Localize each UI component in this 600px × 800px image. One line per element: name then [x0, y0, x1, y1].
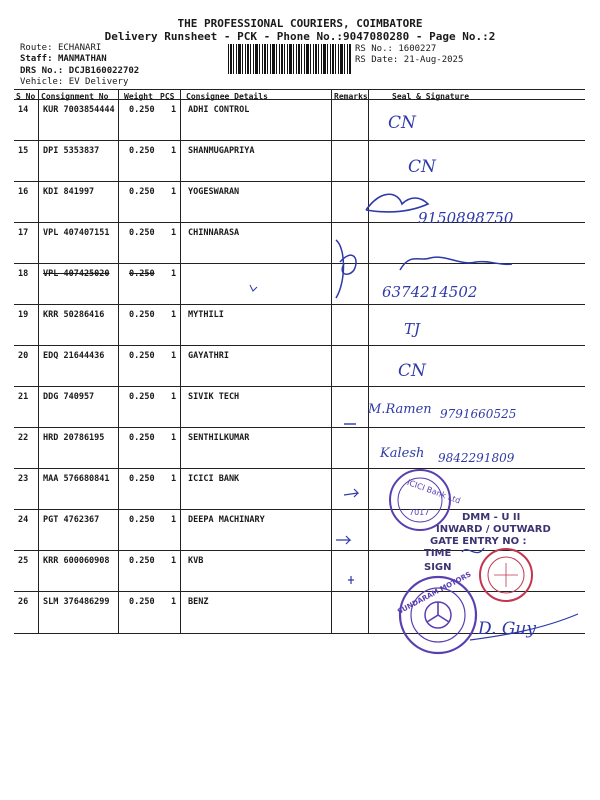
runsheet-subtitle: Delivery Runsheet - PCK - Phone No.:9047080280 - Page No.:2: [104, 30, 496, 43]
row-pcs: 1: [171, 187, 177, 197]
row-pcs: 1: [171, 433, 177, 443]
row-weight: 0.250: [129, 105, 155, 115]
row-pcs: 1: [171, 228, 177, 238]
row-consignment: KRR 600060908: [43, 556, 110, 566]
row-sno: 24: [18, 515, 29, 525]
row-pcs: 1: [171, 146, 177, 156]
row-consignment: EDQ 21644436: [43, 351, 105, 361]
svg-text:SIGN: SIGN: [424, 562, 452, 573]
row-pcs: 1: [171, 392, 177, 402]
row-consignee: YOGESWARAN: [188, 187, 240, 197]
svg-text:DMM - U II: DMM - U II: [462, 512, 521, 523]
col-header-remarks: Remarks: [334, 92, 368, 101]
row-weight: 0.250: [129, 269, 155, 279]
drs-info: DRS No.: DCJB160022702: [20, 66, 140, 76]
row-consignee: ICICI BANK: [188, 474, 240, 484]
row-consignment: VPL 407425020: [43, 269, 110, 279]
handwritten-phone-22: 9842291809: [438, 451, 515, 465]
row-pcs: 1: [171, 515, 177, 525]
row-pcs: 1: [171, 105, 177, 115]
row-pcs: 1: [171, 351, 177, 361]
handwritten-sign-22: Kalesh: [380, 446, 425, 461]
handwritten-cn-15: CN: [408, 157, 436, 177]
rs-no-value: 1600227: [398, 44, 437, 54]
runsheet-table-grid: [14, 89, 585, 634]
row-pcs: 1: [171, 556, 177, 566]
icici-stamp-code: 7017: [409, 508, 430, 517]
row-sno: 21: [18, 392, 29, 402]
row-consignee: GAYATHRI: [188, 351, 229, 361]
vehicle-info: Vehicle: EV Delivery: [20, 77, 129, 87]
col-header-pcs: PCS: [160, 92, 175, 101]
handwritten-cn-20: CN: [398, 361, 426, 381]
handwritten-phone-16: 9150898750: [418, 209, 514, 227]
row-weight: 0.250: [129, 515, 155, 525]
rs-date-info: RS Date: 21-Aug-2025: [355, 55, 464, 65]
row-consignment: SLM 376486299: [43, 597, 110, 607]
benz-stamp-text: SUNDARAM MOTORS: [396, 570, 473, 616]
row-pcs: 1: [171, 269, 177, 279]
row-sno: 14: [18, 105, 29, 115]
row-consignment: KUR 7003854444: [43, 105, 115, 115]
row-sno: 26: [18, 597, 29, 607]
col-header-seal: Seal & Signature: [392, 92, 470, 101]
row-consignment: KDI 841997: [43, 187, 95, 197]
staff-info: Staff: MANMATHAN: [20, 54, 107, 64]
row-pcs: 1: [171, 597, 177, 607]
route-value: ECHANARI: [57, 43, 102, 53]
handwritten-sign-26: D. Guy: [478, 619, 536, 639]
row-sno: 22: [18, 433, 29, 443]
handwritten-phone-18: 6374214502: [382, 283, 478, 301]
handwritten-tj-19: TJ: [404, 320, 421, 338]
row-consignment: VPL 407407151: [43, 228, 110, 238]
row-sno: 17: [18, 228, 29, 238]
row-weight: 0.250: [129, 474, 155, 484]
row-consignment: HRD 20786195: [43, 433, 105, 443]
rs-no-info: RS No.: 1600227: [355, 44, 437, 54]
col-header-consignee: Consignee Details: [186, 92, 268, 101]
svg-text:INWARD / OUTWARD: INWARD / OUTWARD: [436, 524, 551, 535]
row-consignee: BENZ: [188, 597, 209, 607]
staff-value: MANMATHAN: [57, 54, 107, 64]
drs-value: DCJB160022702: [68, 66, 140, 76]
col-header-consignment: Consignment No: [41, 92, 109, 101]
row-consignee: SHANMUGAPRIYA: [188, 146, 255, 156]
row-consignee: ADHI CONTROL: [188, 105, 250, 115]
row-consignment: MAA 576680841: [43, 474, 110, 484]
row-weight: 0.250: [129, 433, 155, 443]
row-sno: 25: [18, 556, 29, 566]
handwritten-phone-21: 9791660525: [440, 407, 517, 421]
row-consignment: PGT 4762367: [43, 515, 100, 525]
row-sno: 20: [18, 351, 29, 361]
company-title: THE PROFESSIONAL COURIERS, COIMBATORE: [177, 17, 423, 30]
svg-text:GATE ENTRY NO :: GATE ENTRY NO :: [430, 536, 527, 547]
row-consignee: CHINNARASA: [188, 228, 240, 238]
row-consignment: KRR 50286416: [43, 310, 105, 320]
row-weight: 0.250: [129, 597, 155, 607]
row-weight: 0.250: [129, 392, 155, 402]
col-header-weight: Weight: [124, 92, 153, 101]
rs-date-value: 21-Aug-2025: [403, 55, 464, 65]
row-consignee: SENTHILKUMAR: [188, 433, 250, 443]
row-consignee: MYTHILI: [188, 310, 224, 320]
row-consignment: DPI 5353837: [43, 146, 100, 156]
row-consignee: SIVIK TECH: [188, 392, 240, 402]
row-pcs: 1: [171, 474, 177, 484]
row-consignee: KVB: [188, 556, 204, 566]
row-consignment: DDG 740957: [43, 392, 95, 402]
row-sno: 23: [18, 474, 29, 484]
row-consignee: DEEPA MACHINARY: [188, 515, 265, 525]
barcode: [228, 44, 352, 74]
row-weight: 0.250: [129, 556, 155, 566]
svg-text:TIME: TIME: [424, 548, 452, 559]
col-header-sno: S No: [16, 92, 36, 101]
row-sno: 19: [18, 310, 29, 320]
row-weight: 0.250: [129, 310, 155, 320]
row-sno: 15: [18, 146, 29, 156]
route-info: Route: ECHANARI: [20, 43, 102, 53]
row-weight: 0.250: [129, 187, 155, 197]
handwritten-cn-14: CN: [388, 113, 416, 133]
vehicle-value: EV Delivery: [68, 77, 129, 87]
row-sno: 16: [18, 187, 29, 197]
row-sno: 18: [18, 269, 29, 279]
row-weight: 0.250: [129, 146, 155, 156]
icici-stamp-text: ICICI Bank Ltd: [405, 477, 462, 506]
handwritten-sign-21: M.Ramen: [368, 402, 432, 417]
row-weight: 0.250: [129, 351, 155, 361]
row-weight: 0.250: [129, 228, 155, 238]
row-pcs: 1: [171, 310, 177, 320]
